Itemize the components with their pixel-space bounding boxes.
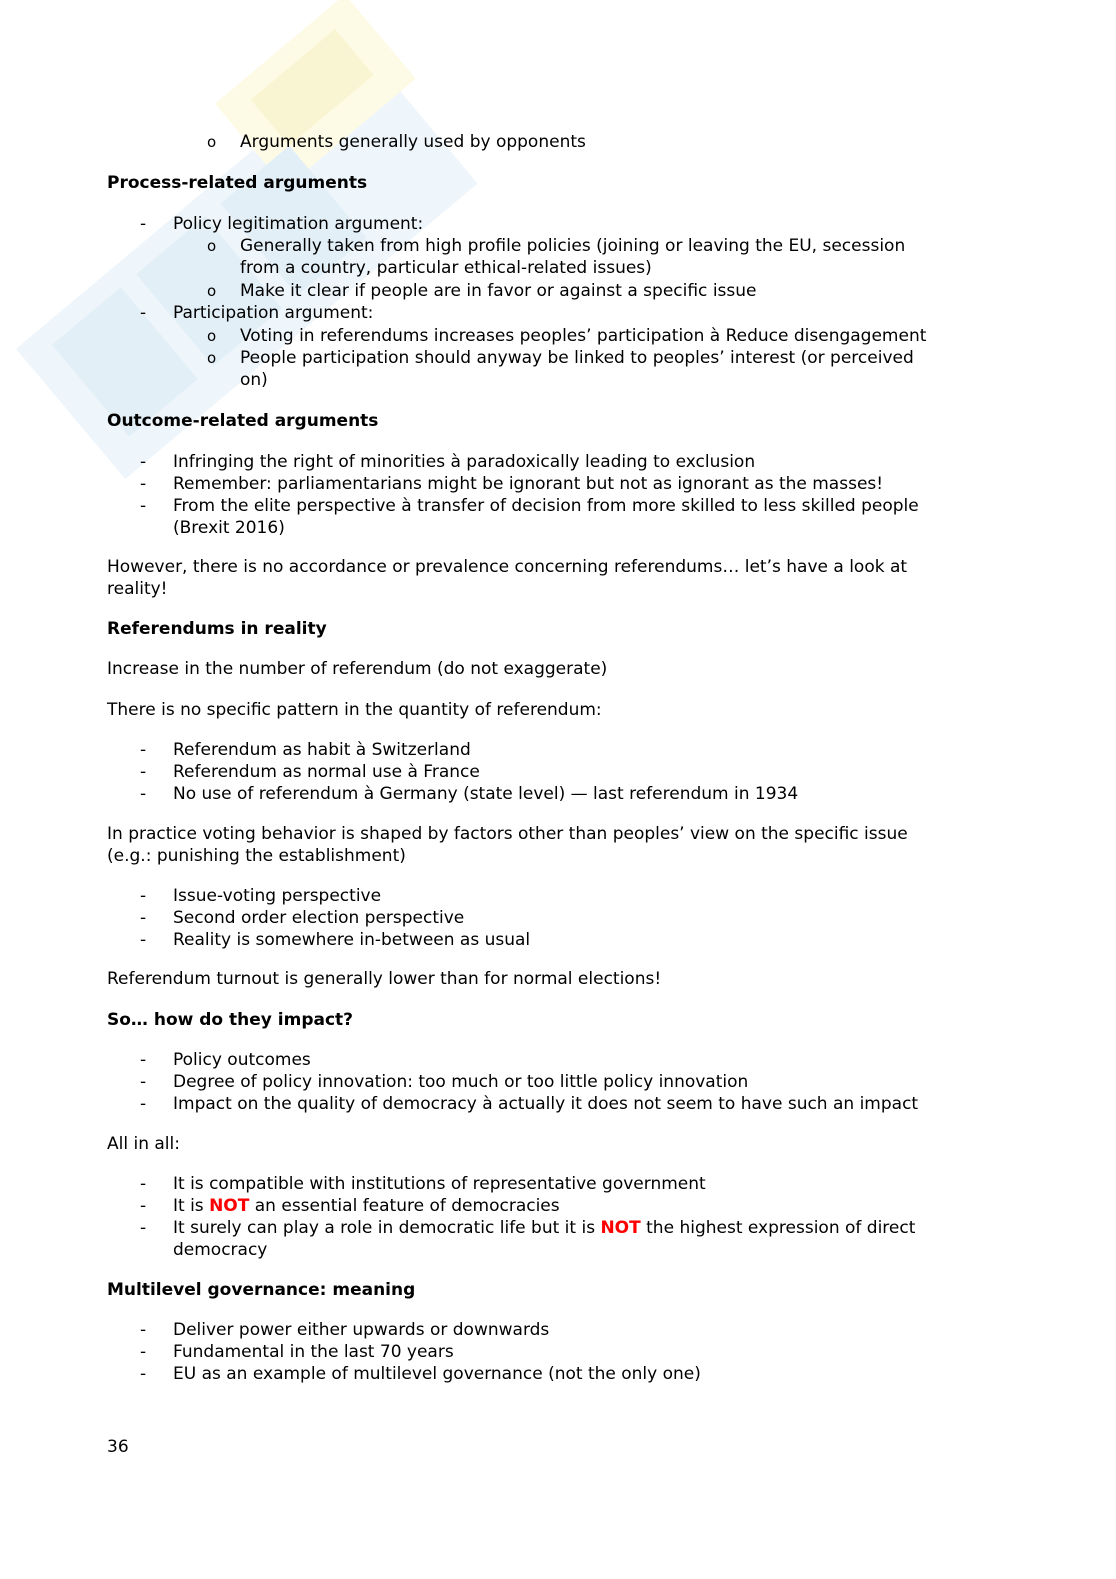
list-item: Generally taken from high profile policies (joining or leaving the EU, secession from a country, particular ethical-related issues)	[240, 236, 906, 278]
heading-referendums-in-reality: Referendums in reality	[107, 619, 327, 639]
dash-bullet: -	[140, 496, 147, 516]
list-item: EU as an example of multilevel governance (not the only one)	[173, 1364, 701, 1384]
list-item: Voting in referendums increases peoples’ participation à Reduce disengagement	[240, 326, 927, 346]
paragraph: All in all:	[107, 1134, 180, 1154]
dash-bullet: -	[140, 1342, 147, 1362]
list-item: Policy legitimation argument:	[173, 214, 424, 234]
list-item: Fundamental in the last 70 years	[173, 1342, 454, 1362]
dash-bullet: -	[140, 930, 147, 950]
emphasis-not: NOT	[600, 1218, 641, 1238]
emphasis-not: NOT	[209, 1196, 250, 1216]
sub-bullet: o	[207, 349, 217, 367]
page-number: 36	[107, 1437, 129, 1457]
paragraph: Increase in the number of referendum (do not exaggerate)	[107, 659, 608, 679]
dash-bullet: -	[140, 1320, 147, 1340]
list-item: Policy outcomes	[173, 1050, 311, 1070]
list-item: Degree of policy innovation: too much or too little policy innovation	[173, 1072, 749, 1092]
list-item: Participation argument:	[173, 303, 374, 323]
list-item: Arguments generally used by opponents	[240, 132, 586, 152]
list-item: Issue-voting perspective	[173, 886, 382, 906]
list-item: Deliver power either upwards or downwards	[173, 1320, 550, 1340]
text: It surely can play a role in democratic life but it is	[173, 1218, 601, 1238]
dash-bullet: -	[140, 886, 147, 906]
list-item: Reality is somewhere in-between as usual	[173, 930, 531, 950]
list-item: Referendum as habit à Switzerland	[173, 740, 471, 760]
text: the highest expression of direct democracy	[173, 1218, 916, 1260]
dash-bullet: -	[140, 1174, 147, 1194]
sub-bullet: o	[207, 282, 217, 300]
dash-bullet: -	[140, 303, 147, 323]
dash-bullet: -	[140, 214, 147, 234]
paragraph: However, there is no accordance or prevalence concerning referendums… let’s have a look at reality!	[107, 557, 908, 599]
sub-bullet: o	[207, 327, 217, 345]
dash-bullet: -	[140, 762, 147, 782]
dash-bullet: -	[140, 1196, 147, 1216]
list-item: No use of referendum à Germany (state level) — last referendum in 1934	[173, 784, 799, 804]
list-item: From the elite perspective à transfer of decision from more skilled to less skilled people (Brexit 2016)	[173, 496, 919, 538]
paragraph: Referendum turnout is generally lower than for normal elections!	[107, 969, 662, 989]
paragraph: In practice voting behavior is shaped by factors other than peoples’ view on the specific issue (e.g.: punishing the establishment)	[107, 824, 908, 866]
dash-bullet: -	[140, 452, 147, 472]
list-item: It is compatible with institutions of representative government	[173, 1174, 706, 1194]
dash-bullet: -	[140, 908, 147, 928]
text: an essential feature of democracies	[249, 1196, 560, 1216]
dash-bullet: -	[140, 740, 147, 760]
dash-bullet: -	[140, 784, 147, 804]
list-item: People participation should anyway be linked to peoples’ interest (or perceived on)	[240, 348, 914, 390]
heading-process-related: Process-related arguments	[107, 173, 368, 193]
dash-bullet: -	[140, 474, 147, 494]
text: It is	[173, 1196, 210, 1216]
list-item: Impact on the quality of democracy à actually it does not seem to have such an impact	[173, 1094, 919, 1114]
dash-bullet: -	[140, 1072, 147, 1092]
list-item: Make it clear if people are in favor or against a specific issue	[240, 281, 757, 301]
list-item: Remember: parliamentarians might be ignorant but not as ignorant as the masses!	[173, 474, 884, 494]
dash-bullet: -	[140, 1218, 147, 1238]
dash-bullet: -	[140, 1050, 147, 1070]
list-item: Referendum as normal use à France	[173, 762, 480, 782]
list-item	[173, 1217, 915, 1261]
heading-how-do-they-impact: So… how do they impact?	[107, 1010, 354, 1030]
list-item	[173, 1195, 560, 1217]
heading-outcome-related: Outcome-related arguments	[107, 411, 379, 431]
list-item: Infringing the right of minorities à paradoxically leading to exclusion	[173, 452, 756, 472]
sub-bullet: o	[207, 133, 217, 151]
paragraph: There is no specific pattern in the quantity of referendum:	[107, 700, 602, 720]
heading-multilevel-governance: Multilevel governance: meaning	[107, 1280, 416, 1300]
dash-bullet: -	[140, 1094, 147, 1114]
list-item: Second order election perspective	[173, 908, 465, 928]
sub-bullet: o	[207, 237, 217, 255]
dash-bullet: -	[140, 1364, 147, 1384]
